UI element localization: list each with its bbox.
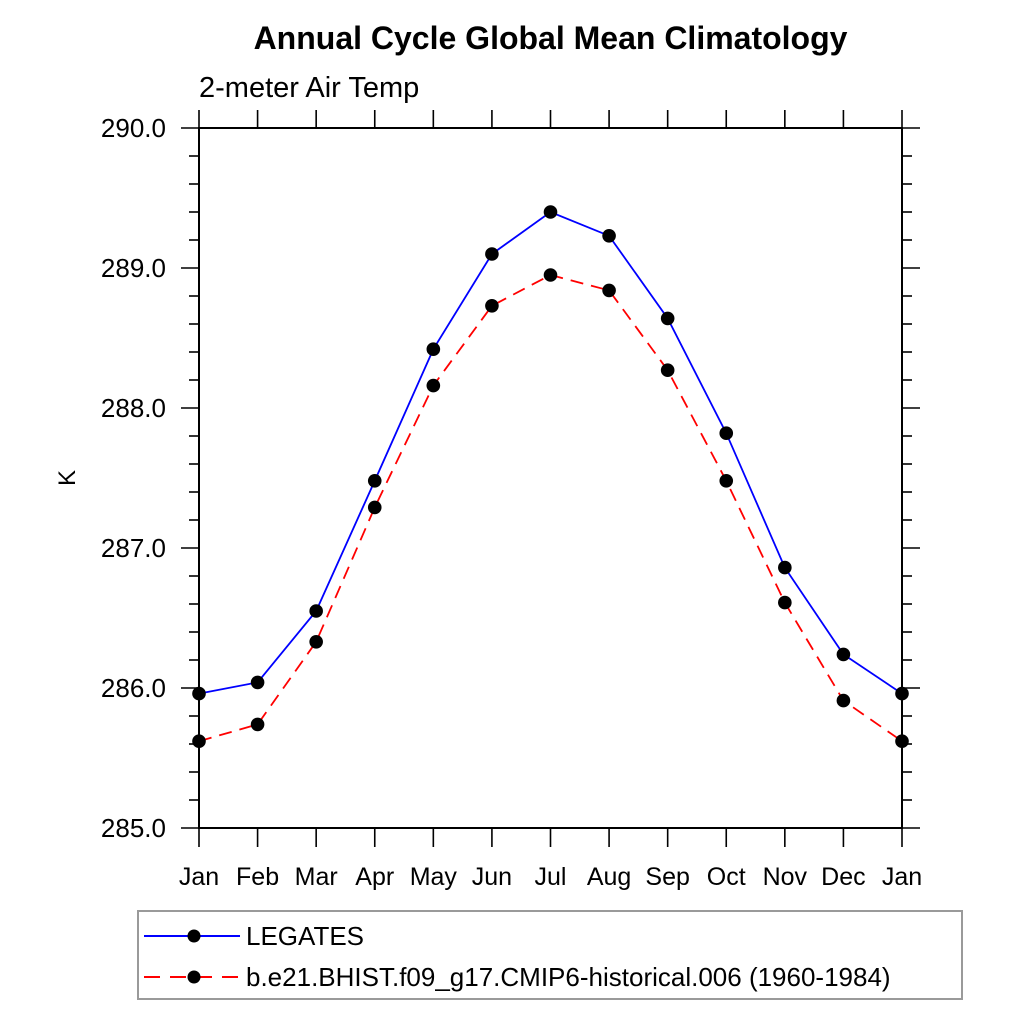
x-tick-label: Jul bbox=[534, 863, 567, 891]
data-point-marker bbox=[251, 718, 265, 732]
data-point-marker bbox=[368, 501, 382, 515]
data-point-marker bbox=[895, 687, 909, 701]
data-point-marker bbox=[544, 268, 558, 282]
y-tick-label: 287.0 bbox=[100, 533, 166, 563]
data-point-marker bbox=[427, 342, 441, 356]
x-tick-label: Jan bbox=[881, 863, 923, 891]
plot-frame bbox=[199, 128, 902, 828]
y-tick-label: 288.0 bbox=[100, 393, 166, 423]
legend-label: LEGATES bbox=[246, 920, 365, 951]
data-point-marker bbox=[251, 676, 265, 690]
y-tick-label: 286.0 bbox=[100, 673, 166, 703]
data-point-marker bbox=[192, 687, 206, 701]
legend-marker-icon bbox=[188, 930, 201, 943]
y-axis-label: K bbox=[54, 470, 81, 487]
data-point-marker bbox=[427, 379, 441, 393]
data-point-marker bbox=[837, 648, 851, 662]
data-point-marker bbox=[837, 694, 851, 708]
chart-title: Annual Cycle Global Mean Climatology bbox=[253, 20, 848, 56]
data-point-marker bbox=[778, 596, 792, 610]
data-point-marker bbox=[719, 474, 733, 488]
x-tick-label: Apr bbox=[355, 863, 395, 891]
series-line-1 bbox=[199, 275, 902, 741]
legend-marker-icon bbox=[188, 971, 201, 984]
x-tick-label: Nov bbox=[762, 863, 808, 891]
x-tick-label: Oct bbox=[706, 863, 746, 891]
legend bbox=[137, 910, 963, 1000]
data-point-marker bbox=[485, 247, 499, 261]
x-tick-label: Jan bbox=[178, 863, 220, 891]
legend-item bbox=[142, 962, 891, 992]
y-tick-label: 289.0 bbox=[100, 253, 166, 283]
data-point-marker bbox=[309, 635, 323, 649]
y-tick-label: 290.0 bbox=[100, 113, 166, 143]
data-point-marker bbox=[602, 284, 616, 298]
data-point-marker bbox=[485, 299, 499, 313]
data-point-marker bbox=[368, 474, 382, 488]
data-point-marker bbox=[895, 734, 909, 748]
data-point-marker bbox=[661, 312, 675, 326]
data-point-marker bbox=[661, 363, 675, 377]
data-point-marker bbox=[719, 426, 733, 440]
legend-line-sample-legates bbox=[142, 927, 242, 945]
x-tick-label: Jun bbox=[471, 863, 513, 891]
data-point-marker bbox=[309, 604, 323, 618]
x-tick-label: Feb bbox=[236, 863, 280, 891]
x-tick-label: Sep bbox=[645, 863, 690, 891]
legend-item bbox=[142, 921, 364, 951]
data-point-marker bbox=[602, 229, 616, 243]
legend-label: b.e21.BHIST.f09_g17.CMIP6-historical.006 (1960-1984) bbox=[246, 961, 891, 992]
x-tick-label: Dec bbox=[821, 863, 866, 891]
legend-line-sample-model bbox=[142, 968, 242, 986]
x-tick-label: Aug bbox=[586, 863, 632, 891]
x-tick-label: Mar bbox=[294, 863, 338, 891]
chart-subtitle: 2-meter Air Temp bbox=[199, 72, 420, 104]
data-point-marker bbox=[544, 205, 558, 219]
x-tick-label: May bbox=[409, 863, 457, 891]
y-tick-label: 285.0 bbox=[100, 813, 166, 843]
data-point-marker bbox=[192, 734, 206, 748]
data-point-marker bbox=[778, 561, 792, 575]
